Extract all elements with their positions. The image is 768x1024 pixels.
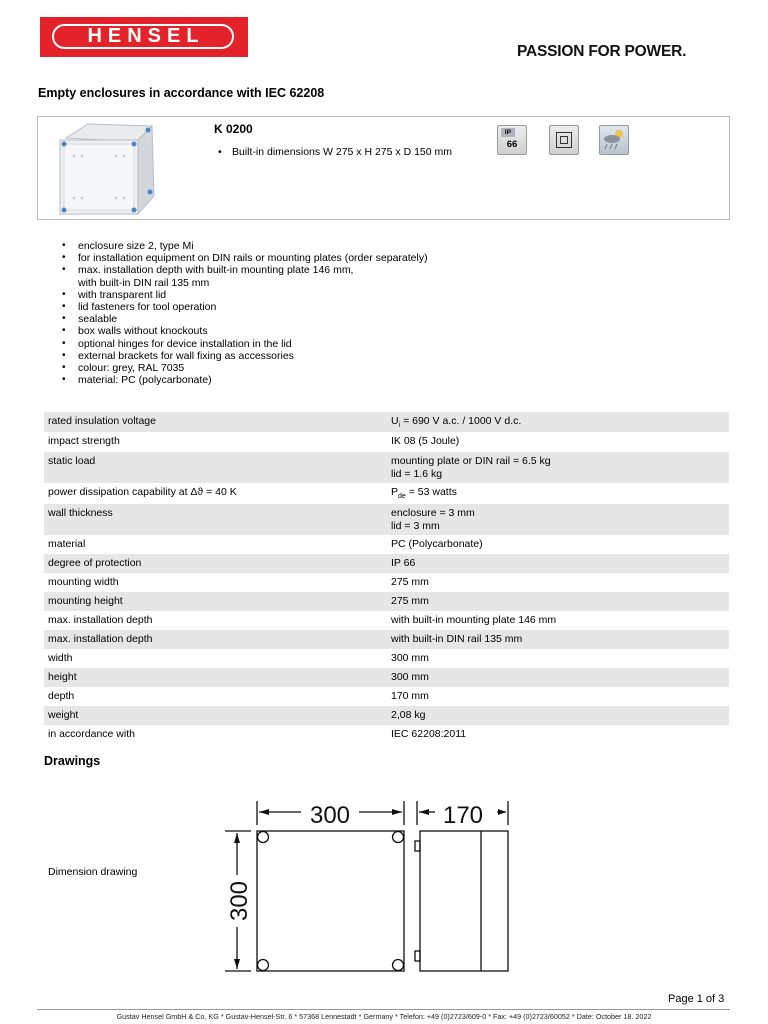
spec-key: material bbox=[48, 538, 86, 550]
table-row bbox=[44, 706, 729, 725]
table-row bbox=[44, 592, 729, 611]
feature-item: • optional hinges for device installation in the lid bbox=[62, 338, 428, 350]
document-title: Empty enclosures in accordance with IEC 62208 bbox=[38, 86, 325, 100]
feature-item-continuation: with built-in DIN rail 135 mm bbox=[78, 276, 210, 289]
table-row bbox=[44, 432, 729, 452]
spec-value: $P_{de} = 53$ watts bbox=[391, 486, 457, 501]
table-row bbox=[44, 412, 729, 432]
table-row bbox=[44, 611, 729, 630]
spec-value: 2,08 kg bbox=[391, 709, 426, 721]
table-row bbox=[44, 687, 729, 706]
spec-value: 300 mm bbox=[391, 671, 429, 683]
table-row bbox=[44, 649, 729, 668]
product-bullet-text: Built-in dimensions W 275 x H 275 x D 150 mm bbox=[232, 146, 453, 158]
spec-key: depth bbox=[48, 690, 75, 702]
spec-value: IP 66 bbox=[391, 557, 416, 569]
ip-value: 66 bbox=[506, 139, 518, 150]
spec-key: height bbox=[48, 671, 77, 683]
spec-key: weight bbox=[48, 709, 79, 721]
feature-item: • material: PC (polycarbonate) bbox=[62, 374, 428, 386]
table-row bbox=[44, 573, 729, 592]
table-row bbox=[44, 483, 729, 504]
page-number: Page 1 of 3 bbox=[668, 993, 725, 1005]
footer-text: Gustav Hensel GmbH & Co. KG * Gustav-Hensel-Str. 6 * 57368 Lennestadt * Germany * Telefon: +49 (0)2723/609-0 * Fax: +49 (0)2723/60052 * Date: October 18. 2022 bbox=[116, 1012, 652, 1021]
spec-table bbox=[44, 412, 729, 744]
feature-item: • lid fasteners for tool operation bbox=[62, 301, 428, 313]
dimension-drawing-label: Dimension drawing bbox=[48, 866, 138, 878]
feature-item: • sealable bbox=[62, 313, 428, 325]
feature-item: • colour: grey, RAL 7035 bbox=[62, 362, 428, 374]
table-row bbox=[44, 668, 729, 687]
spec-value: 300 mm bbox=[391, 652, 429, 664]
feature-item: • box walls without knockouts bbox=[62, 325, 428, 337]
spec-value: with built-in mounting plate 146 mm bbox=[391, 614, 557, 626]
feature-item: • enclosure size 2, type Mi bbox=[62, 240, 428, 252]
slogan: PASSION FOR POWER. bbox=[517, 43, 687, 60]
protection-class-icon bbox=[549, 125, 579, 155]
product-name: K 0200 bbox=[214, 122, 253, 136]
spec-key: impact strength bbox=[48, 435, 120, 447]
spec-key: mounting width bbox=[48, 576, 119, 588]
product-bullet bbox=[218, 146, 472, 159]
spec-key: power dissipation capability at Δϑ = 40 K bbox=[48, 486, 237, 498]
footer-divider bbox=[37, 1009, 730, 1010]
spec-key: width bbox=[48, 652, 73, 664]
spec-key: mounting height bbox=[48, 595, 123, 607]
spec-value: IEC 62208:2011 bbox=[391, 728, 467, 740]
width-dimension-label: 300 bbox=[309, 802, 351, 829]
spec-key: in accordance with bbox=[48, 728, 135, 740]
feature-item: • max. installation depth with built-in mounting plate 146 mm, bbox=[62, 264, 428, 276]
logo-text: HENSEL bbox=[87, 25, 205, 47]
spec-key: wall thickness bbox=[48, 507, 113, 519]
spec-value: 275 mm bbox=[391, 595, 429, 607]
product-image bbox=[52, 122, 158, 216]
spec-value: enclosure = 3 mm lid = 3 mm bbox=[391, 507, 475, 532]
logo-pill bbox=[52, 24, 234, 49]
feature-item: • for installation equipment on DIN rails or mounting plates (order separately) bbox=[62, 252, 428, 264]
feature-item: • external brackets for wall fixing as accessories bbox=[62, 350, 428, 362]
table-row bbox=[44, 725, 729, 744]
depth-dimension-label: 170 bbox=[442, 802, 484, 829]
weather-icon bbox=[599, 125, 629, 155]
dimension-drawing bbox=[215, 795, 525, 980]
spec-value: mounting plate or DIN rail = 6.5 kg lid = 1.6 kg bbox=[391, 455, 551, 480]
table-row bbox=[44, 630, 729, 649]
spec-value: PC (Polycarbonate) bbox=[391, 538, 483, 550]
spec-key: rated insulation voltage bbox=[48, 415, 156, 427]
table-row bbox=[44, 554, 729, 573]
table-row bbox=[44, 452, 729, 483]
spec-value: with built-in DIN rail 135 mm bbox=[391, 633, 523, 645]
ip-label: IP bbox=[501, 128, 515, 137]
height-dimension-label: 300 bbox=[226, 880, 253, 922]
spec-key: static load bbox=[48, 455, 96, 467]
spec-value: 170 mm bbox=[391, 690, 429, 702]
drawings-heading: Drawings bbox=[44, 754, 101, 768]
hensel-logo bbox=[40, 17, 248, 57]
table-row bbox=[44, 504, 729, 535]
spec-key: degree of protection bbox=[48, 557, 142, 569]
spec-value: IK 08 (5 Joule) bbox=[391, 435, 460, 447]
spec-key: max. installation depth bbox=[48, 633, 153, 645]
table-row bbox=[44, 535, 729, 554]
feature-list bbox=[62, 240, 428, 386]
spec-key: max. installation depth bbox=[48, 614, 153, 626]
spec-value: $U_i = 690$ V a.c. / 1000 V d.c. bbox=[391, 415, 522, 430]
feature-item: • with transparent lid bbox=[62, 289, 428, 301]
bullet-icon: • bbox=[218, 146, 222, 158]
spec-value: 275 mm bbox=[391, 576, 429, 588]
ip66-icon bbox=[497, 125, 527, 155]
